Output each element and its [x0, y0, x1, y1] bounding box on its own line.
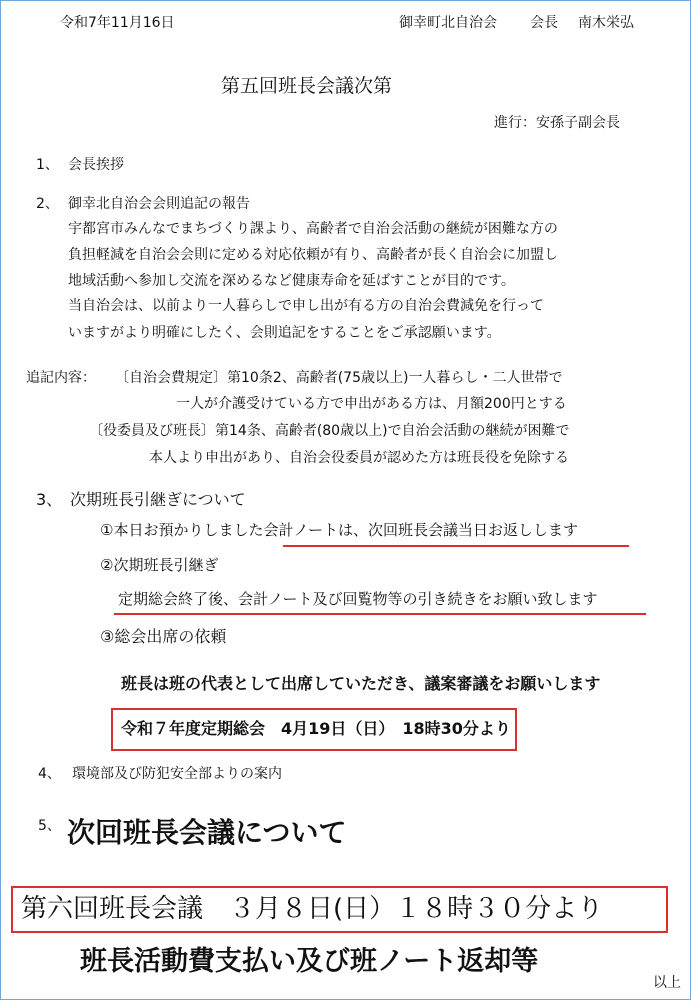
- closing-mark: 以上: [653, 975, 681, 991]
- item2-line: 当自治会は、以前より一人暮らしで申し出が有る方の自治会費減免を行って: [68, 298, 544, 314]
- item3-number: 3、: [36, 490, 63, 509]
- next-meeting-date: 第六回班長会議 ３月８日(日）１８時３０分より: [21, 894, 604, 924]
- item3-sub2: ②次期班長引継ぎ: [100, 556, 219, 574]
- addendum-line: 本人より申出があり、自治会役委員が認めた方は班長役を免除する: [149, 450, 569, 466]
- author-role: 会長: [530, 15, 558, 31]
- underline-handover: [114, 613, 646, 615]
- page-title: 第五回班長会議次第: [221, 75, 393, 97]
- item3-sub1: ①本日お預かりしました会計ノートは、次回班長会議当日お返しします: [100, 521, 579, 539]
- addendum-label: 追記内容：: [26, 370, 96, 386]
- general-meeting-date: 令和７年度定期総会 4月19日（日） 18時30分より: [121, 719, 511, 738]
- item4-number: 4、: [38, 766, 61, 782]
- item3-heading: 次期班長引継ぎについて: [70, 490, 246, 509]
- item2-heading: 御幸北自治会会則追記の報告: [68, 196, 250, 212]
- item2-line: 負担軽減を自治会会則に定める対応依頼が有り、高齢者が長く自治会に加盟し: [68, 247, 558, 263]
- item5-heading: 次回班長会議について: [67, 816, 347, 849]
- organization-name: 御幸町北自治会: [399, 15, 497, 31]
- facilitator: 進行：安孫子副会長: [494, 115, 620, 131]
- item3-sub3: ③総会出席の依頼: [100, 627, 227, 646]
- item4-text: 環境部及び防犯安全部よりの案内: [72, 766, 282, 782]
- next-meeting-note: 班長活動費支払い及び班ノート返却等: [80, 946, 539, 977]
- addendum-line: 一人が介護受けている方で申出がある方は、月額200円とする: [176, 396, 567, 412]
- item2-line: 宇都宮市みんなでまちづくり課より、高齢者で自治会活動の継続が困難な方の: [68, 221, 558, 237]
- item1-text: 会長挨拶: [68, 157, 124, 173]
- addendum-line: 〔役委員及び班長〕第14条、高齢者(80歳以上)で自治会活動の継続が困難で: [89, 423, 570, 439]
- underline-accounting-note: [283, 545, 629, 547]
- item3-sub2-detail: 定期総会終了後、会計ノート及び回覧物等の引き続きをお願い致します: [118, 590, 598, 608]
- addendum-line: 〔自治会費規定〕第10条2、高齢者(75歳以上)一人暮らし・二人世帯で: [115, 370, 563, 386]
- item2-number: 2、: [36, 196, 59, 212]
- document-date: 令和7年11月16日: [60, 15, 175, 31]
- item3-sub3-detail: 班長は班の代表として出席していただき、議案審議をお願いします: [121, 674, 601, 693]
- item1-number: 1、: [36, 157, 59, 173]
- item2-line: いますがより明確にしたく、会則追記をすることをご承認願います。: [68, 325, 501, 341]
- author-name: 南木栄弘: [578, 15, 634, 31]
- item5-number: 5、: [38, 818, 61, 834]
- item2-line: 地域活動へ参加し交流を深めるなど健康寿命を延ばすことが目的です。: [68, 273, 515, 289]
